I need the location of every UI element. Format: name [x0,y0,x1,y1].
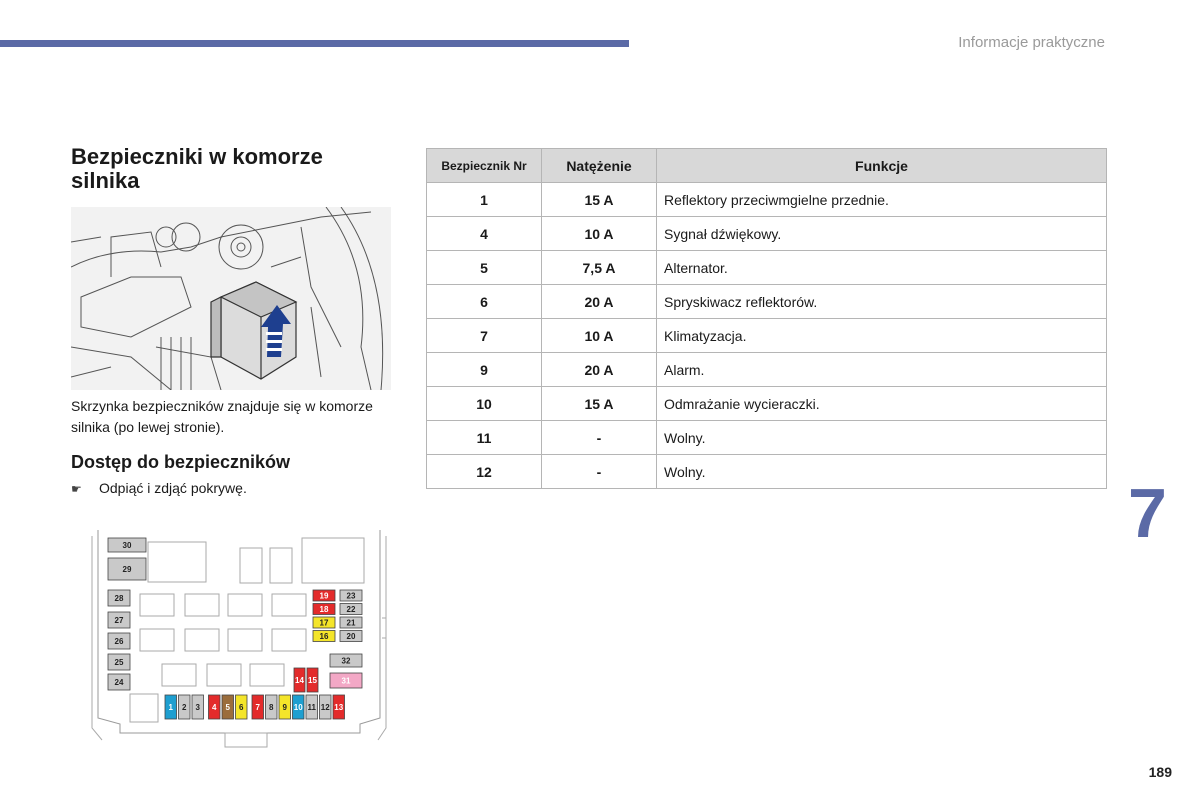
column-header-functions: Funkcje [657,149,1107,183]
svg-text:25: 25 [114,658,124,667]
fuse-4 [209,695,221,719]
fuse-number-cell: 9 [427,353,542,387]
fuse-18 [313,604,335,615]
svg-text:12: 12 [320,703,330,712]
hand-pointer-icon: ☛ [71,482,82,496]
svg-text:4: 4 [212,703,217,712]
svg-text:3: 3 [195,703,200,712]
svg-text:17: 17 [319,618,329,628]
fuse-number-cell: 7 [427,319,542,353]
fuse-17 [313,617,335,628]
fuse-9 [279,695,291,719]
fuse-8 [266,695,278,719]
table-row [427,319,1107,353]
fuse-6 [236,695,248,719]
fuse-table [426,148,1107,489]
amperage-cell: - [542,421,657,455]
svg-text:20: 20 [346,632,356,641]
fuse-23 [340,590,362,601]
svg-text:28: 28 [114,594,124,603]
access-step [71,480,247,496]
fuse-number-cell: 4 [427,217,542,251]
amperage-cell: 15 A [542,183,657,217]
svg-text:30: 30 [122,541,132,550]
table-row [427,387,1107,421]
table-row [427,421,1107,455]
fuse-28 [108,590,130,606]
amperage-cell: 20 A [542,353,657,387]
column-header-amperage: Natężenie [542,149,657,183]
page-number: 189 [1148,764,1172,780]
column-header-fuse-number: Bezpiecznik Nr [427,149,542,183]
svg-text:5: 5 [225,703,230,712]
fuse-26 [108,633,130,649]
access-heading: Dostęp do bezpieczników [71,452,291,472]
section-title: Informacje praktyczne [958,34,1105,51]
table-row [427,455,1107,489]
svg-text:29: 29 [122,565,132,574]
svg-text:11: 11 [307,703,316,712]
fuse-number-cell: 6 [427,285,542,319]
fuse-19 [313,590,335,601]
photo-caption: Skrzynka bezpieczników znajduje się w komorze silnika (po lewej stronie). [71,398,373,435]
svg-text:13: 13 [334,703,344,712]
amperage-cell: 10 A [542,217,657,251]
fuse-21 [340,617,362,628]
function-cell: Alternator. [657,251,1107,285]
svg-text:27: 27 [114,616,124,625]
svg-text:1: 1 [168,703,173,712]
function-cell: Reflektory przeciwmgielne przednie. [657,183,1107,217]
fuse-29 [108,558,146,580]
svg-text:19: 19 [319,591,329,601]
fuse-30 [108,538,146,552]
svg-text:7: 7 [255,703,260,712]
fuse-number-cell: 1 [427,183,542,217]
engine-bay-illustration [71,207,391,390]
svg-text:22: 22 [346,605,356,614]
fuse-24 [108,674,130,690]
function-cell: Alarm. [657,353,1107,387]
function-cell: Wolny. [657,455,1107,489]
function-cell: Sygnał dźwiękowy. [657,217,1107,251]
header-accent-bar [0,40,629,47]
svg-text:6: 6 [239,703,244,712]
fuse-13 [333,695,345,719]
amperage-cell: - [542,455,657,489]
svg-text:26: 26 [114,637,124,646]
fuse-box-diagram [90,528,390,750]
svg-text:18: 18 [319,605,329,614]
svg-text:2: 2 [182,703,187,712]
fuse-14 [294,668,305,692]
fuse-27 [108,612,130,628]
fuse-11 [306,695,318,719]
amperage-cell: 15 A [542,387,657,421]
svg-text:32: 32 [341,656,351,666]
fuse-16 [313,631,335,642]
fuse-31 [330,673,362,688]
table-row [427,353,1107,387]
svg-text:24: 24 [114,678,124,687]
svg-text:14: 14 [295,676,304,685]
svg-text:21: 21 [346,618,356,628]
table-row [427,217,1107,251]
table-header-row [427,149,1107,183]
fuse-number-cell: 11 [427,421,542,455]
fuse-7 [252,695,264,719]
fuse-12 [320,695,332,719]
svg-text:16: 16 [319,632,329,641]
amperage-cell: 7,5 A [542,251,657,285]
fuse-5 [222,695,234,719]
amperage-cell: 10 A [542,319,657,353]
svg-text:23: 23 [346,591,356,601]
access-step-text: Odpiąć i zdjąć pokrywę. [99,480,247,496]
fuse-10 [293,695,305,719]
fuse-15 [307,668,318,692]
svg-text:10: 10 [293,703,303,712]
fuse-22 [340,604,362,615]
fuse-2 [179,695,191,719]
function-cell: Spryskiwacz reflektorów. [657,285,1107,319]
fuse-20 [340,631,362,642]
function-cell: Wolny. [657,421,1107,455]
function-cell: Klimatyzacja. [657,319,1107,353]
fuse-1 [165,695,177,719]
svg-text:9: 9 [282,703,287,712]
fuse-number-cell: 5 [427,251,542,285]
fuse-number-cell: 12 [427,455,542,489]
fuse-3 [192,695,204,719]
fuse-25 [108,654,130,670]
function-cell: Odmrażanie wycieraczki. [657,387,1107,421]
fuse-32 [330,654,362,667]
page-title: Bezpieczniki w komorze silnika [71,144,323,193]
table-row [427,251,1107,285]
svg-text:31: 31 [341,676,351,686]
svg-text:8: 8 [269,703,274,712]
fuse-number-cell: 10 [427,387,542,421]
amperage-cell: 20 A [542,285,657,319]
svg-text:15: 15 [308,676,317,685]
chapter-number: 7 [1128,474,1167,552]
table-row [427,183,1107,217]
table-row [427,285,1107,319]
